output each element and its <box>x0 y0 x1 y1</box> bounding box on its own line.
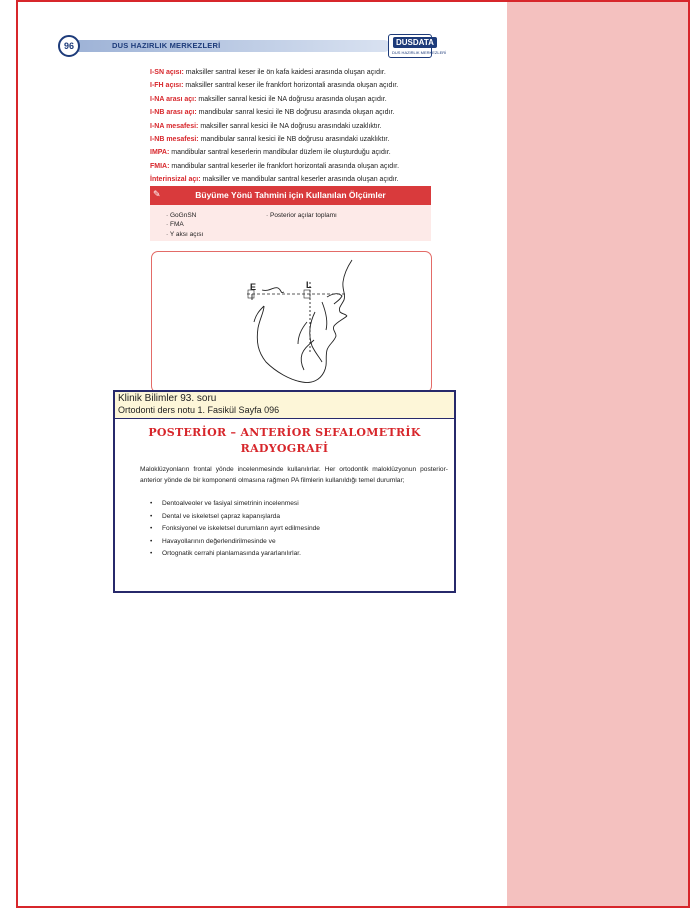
label-l: L <box>306 280 312 290</box>
pa-uses-list <box>150 498 320 561</box>
source-question: Klinik Bilimler 93. soru <box>118 393 217 404</box>
list-item: • Ortognatik cerrahi planlamasında yararlanılırlar. <box>150 548 320 561</box>
definition-text: maksiller sanral kesici ile NA doğrusu arasında oluşan açıdır. <box>196 95 387 103</box>
running-title: DUS HAZIRLIK MERKEZLERİ <box>112 41 221 50</box>
definition-text: maksiller sanral kesici ile NA doğrusu arasındaki uzaklıktır. <box>198 122 382 130</box>
pa-intro-paragraph: Maloklüzyonların frontal yönde incelenmesinde kullanılırlar. Her ortodontik maloklüzyonun posterior-anterior yönde de bir komponenti olmasına rağmen PA filmlerin kullanıldığı temel durumlar; <box>140 466 448 484</box>
logo-main-text: DUSDATA <box>393 37 437 48</box>
growth-panel-title: Büyüme Yönü Tahmini için Kullanılan Ölçümler <box>195 190 386 200</box>
label-e: E <box>250 282 257 292</box>
source-reference: Ortodonti ders notu 1. Fasikül Sayfa 096 <box>118 405 280 415</box>
definition-term: I-NA mesafesi: <box>150 122 199 130</box>
definition-item <box>150 133 480 146</box>
definition-term: I-NB arası açı: <box>150 109 197 117</box>
definition-item <box>150 120 480 133</box>
definition-text: maksiller ve mandibular santral keserler arasında oluşan açıdır. <box>200 176 399 184</box>
page-number: 96 <box>58 35 80 57</box>
right-margin-strip <box>507 0 690 908</box>
definitions-list <box>150 66 480 187</box>
definition-text: mandibular sanral kesici ile NB doğrusu arasında oluşan açıdır. <box>196 109 395 117</box>
growth-panel-header <box>150 186 431 205</box>
source-banner <box>115 392 454 419</box>
logo-sub-text: DUS HAZIRLIK MERKEZLERİ <box>392 50 447 55</box>
publisher-logo <box>388 34 447 58</box>
definition-term: I-NA arası açı: <box>150 95 197 103</box>
definition-text: mandibular santral keserlerin mandibular düzlem ile oluşturduğu açıdır. <box>169 149 391 157</box>
list-item: • Dental ve iskeletsel çapraz kapanışlarda <box>150 511 320 524</box>
definition-term: IMPA: <box>150 149 170 157</box>
definition-text: mandibular santral keserler ile frankfort horizontali arasında oluşan açıdır. <box>169 162 400 170</box>
growth-item: · Posterior açılar toplamı <box>266 211 337 220</box>
definition-item <box>150 79 480 92</box>
growth-measurements-panel <box>150 186 431 241</box>
pencil-icon: ✎ <box>153 189 161 199</box>
definition-text: maksiller santral keser ile ön kafa kaidesi arasında oluşan açıdır. <box>183 69 386 76</box>
growth-column-right <box>266 211 337 220</box>
facial-profile-diagram <box>151 251 432 393</box>
growth-column-left <box>166 211 203 239</box>
definition-term: I-SN açısı: <box>150 69 184 76</box>
definition-item <box>150 66 480 79</box>
pa-section-title-line2: RADYOGRAFİ <box>240 442 329 455</box>
growth-item: · FMA <box>166 220 203 229</box>
list-item: • Havayollarının değerlendirilmesinde ve <box>150 536 320 549</box>
source-overlay-box <box>113 390 456 593</box>
definition-item <box>150 106 480 119</box>
definition-item <box>150 173 480 186</box>
definition-term: I-NB mesafesi: <box>150 136 199 144</box>
list-item: • Fonksiyonel ve iskeletsel durumların ayırt edilmesinde <box>150 523 320 536</box>
growth-item: · GoGnSN <box>166 211 203 220</box>
definition-term: FMIA: <box>150 162 170 170</box>
definition-text: mandibular sanral kesici ile NB doğrusu arasındaki uzaklıktır. <box>198 136 390 144</box>
growth-item: · Y aksı açısı <box>166 230 203 239</box>
definition-text: maksiller santral keser ile frankfort horizontali arasında oluşan açıdır. <box>183 82 399 90</box>
profile-drawing <box>152 252 432 393</box>
definition-term: İnterinsizal açı: <box>150 176 201 184</box>
definition-item <box>150 146 480 159</box>
definition-item <box>150 93 480 106</box>
definition-term: I-FH açısı: <box>150 82 184 90</box>
definition-item <box>150 160 480 173</box>
list-item: • Dentoalveoler ve fasiyal simetrinin incelenmesi <box>150 498 320 511</box>
pa-section-title-line1: POSTERİOR – ANTERİOR SEFALOMETRİK <box>148 426 421 439</box>
